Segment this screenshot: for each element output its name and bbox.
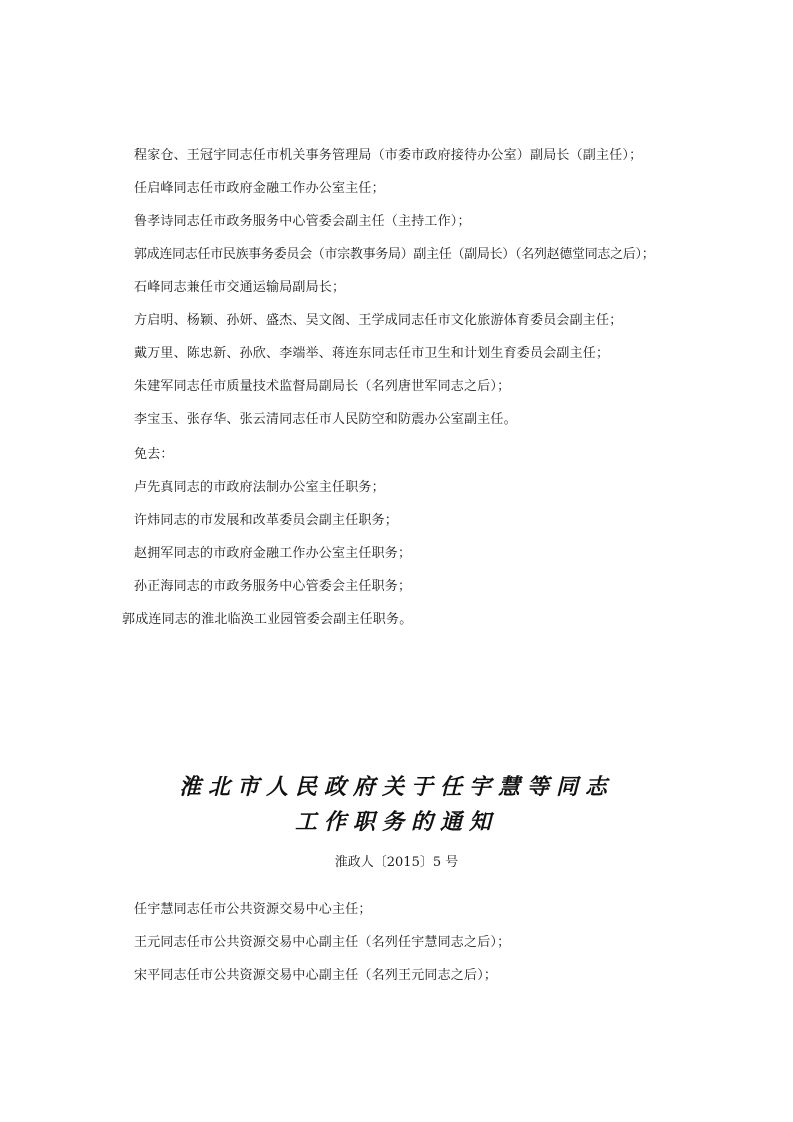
dismissal-heading: 免去： xyxy=(134,447,174,462)
appointment-line-5: 石峰同志兼任市交通运输局副局长； xyxy=(134,280,346,295)
dismissal-line-5: 郭成连同志的淮北临涣工业园管委会副主任职务。 xyxy=(122,612,413,627)
appointment-line-1: 程家仓、王冠宇同志任市机关事务管理局（市委市政府接待办公室）副局长（副主任）； xyxy=(134,148,643,163)
appointment-line-7: 戴万里、陈忠新、孙欣、李端举、蒋连东同志任市卫生和计划生育委员会副主任； xyxy=(134,346,610,361)
dismissal-line-4: 孙正海同志的市政务服务中心管委会主任职务； xyxy=(134,579,412,594)
appointment-line-4: 郭成连同志任市民族事务委员会（市宗教事务局）副主任（副局长）（名列赵德堂同志之后）； xyxy=(134,247,655,262)
dismissal-line-2: 许炜同志的市发展和改革委员会副主任职务； xyxy=(134,513,399,528)
appointment-line-8: 朱建军同志任市质量技术监督局副局长（名列唐世军同志之后）； xyxy=(134,379,511,394)
appointment-line-3: 鲁孝诗同志任市政务服务中心管委会副主任（主持工作）； xyxy=(134,214,471,229)
dismissal-line-3: 赵拥军同志的市政府金融工作办公室主任职务； xyxy=(134,546,412,561)
appointment-line-2: 任启峰同志任市政府金融工作办公室主任； xyxy=(134,181,385,196)
appointment-line-6: 方启明、杨颖、孙妍、盛杰、吴文阁、王学成同志任市文化旅游体育委员会副主任； xyxy=(134,313,623,328)
notice-title-line-1: 淮北市人民政府关于任宇慧等同志 xyxy=(178,775,614,800)
document-number: 淮政人〔2015〕5 号 xyxy=(334,855,459,870)
dismissal-line-1: 卢先真同志的市政府法制办公室主任职务； xyxy=(134,480,385,495)
notice-appointment-line-2: 王元同志任市公共资源交易中心副主任（名列任宇慧同志之后）； xyxy=(134,935,511,950)
notice-appointment-line-3: 宋平同志任市公共资源交易中心副主任（名列王元同志之后）； xyxy=(134,968,498,983)
notice-appointment-line-1: 任宇慧同志任市公共资源交易中心主任； xyxy=(134,902,372,917)
notice-title-line-2: 工作职务的通知 xyxy=(294,810,498,835)
appointment-line-9: 李宝玉、张存华、张云清同志任市人民防空和防震办公室副主任。 xyxy=(134,412,517,427)
